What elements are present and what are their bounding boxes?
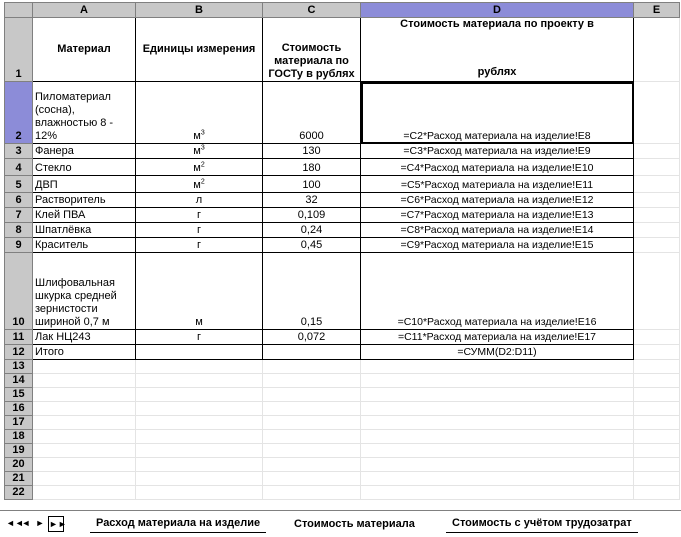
cell-e10[interactable] bbox=[634, 253, 680, 330]
row-header[interactable]: 18 bbox=[5, 430, 33, 444]
cell-d7[interactable]: =C7*Расход материала на изделие!E13 bbox=[361, 208, 634, 223]
cell-a10[interactable]: Шлифовальная шкурка средней зернистости шириной 0,7 м bbox=[33, 253, 136, 330]
cell-b10[interactable]: м bbox=[136, 253, 263, 330]
cell-c7[interactable]: 0,109 bbox=[263, 208, 361, 223]
cell-d9[interactable]: =C9*Расход материала на изделие!E15 bbox=[361, 238, 634, 253]
sheet-nav-buttons bbox=[6, 516, 67, 532]
cell-e8[interactable] bbox=[634, 223, 680, 238]
cell-e7[interactable] bbox=[634, 208, 680, 223]
cell-c6[interactable]: 32 bbox=[263, 193, 361, 208]
table-row bbox=[5, 176, 680, 193]
empty-cell[interactable] bbox=[136, 486, 263, 500]
empty-cell[interactable] bbox=[33, 388, 136, 402]
cell-d4[interactable]: =C4*Расход материала на изделие!E10 bbox=[361, 159, 634, 176]
empty-cell[interactable] bbox=[33, 374, 136, 388]
cell-c1[interactable]: Стоимость материала по ГОСТу в рублях bbox=[263, 18, 361, 82]
empty-cell[interactable] bbox=[361, 444, 634, 458]
cell-b3[interactable] bbox=[136, 144, 263, 159]
cell-c3[interactable]: 130 bbox=[263, 144, 361, 159]
empty-cell[interactable] bbox=[634, 374, 680, 388]
row-header[interactable]: 16 bbox=[5, 402, 33, 416]
cell-a9[interactable]: Краситель bbox=[33, 238, 136, 253]
empty-cell[interactable] bbox=[634, 444, 680, 458]
cell-d5[interactable]: =C5*Расход материала на изделие!E11 bbox=[361, 176, 634, 193]
cell-a5[interactable]: ДВП bbox=[33, 176, 136, 193]
cell-c11[interactable]: 0,072 bbox=[263, 330, 361, 345]
empty-cell[interactable] bbox=[634, 486, 680, 500]
cell-c5[interactable]: 100 bbox=[263, 176, 361, 193]
unit-text: м bbox=[193, 162, 201, 174]
empty-cell[interactable] bbox=[361, 374, 634, 388]
cell-d1[interactable] bbox=[361, 18, 634, 82]
empty-cell[interactable] bbox=[634, 416, 680, 430]
empty-cell[interactable] bbox=[263, 486, 361, 500]
row-header[interactable]: 9 bbox=[5, 238, 33, 253]
empty-cell[interactable] bbox=[33, 360, 136, 374]
empty-cell[interactable] bbox=[634, 430, 680, 444]
column-header-e[interactable]: E bbox=[634, 3, 680, 18]
column-header-b[interactable]: B bbox=[136, 3, 263, 18]
cell-e1[interactable] bbox=[634, 18, 680, 82]
empty-cell[interactable] bbox=[263, 416, 361, 430]
cell-d10[interactable]: =C10*Расход материала на изделие!E16 bbox=[361, 253, 634, 330]
cell-c8[interactable]: 0,24 bbox=[263, 223, 361, 238]
cell-b11[interactable]: г bbox=[136, 330, 263, 345]
cell-b5[interactable] bbox=[136, 176, 263, 193]
column-header-d[interactable]: D bbox=[361, 3, 634, 18]
unit-superscript: 3 bbox=[200, 144, 205, 152]
empty-cell[interactable] bbox=[263, 360, 361, 374]
table-row bbox=[5, 253, 680, 330]
cell-c12[interactable] bbox=[263, 345, 361, 360]
cell-c2[interactable]: 6000 bbox=[263, 82, 361, 144]
empty-cell[interactable] bbox=[136, 472, 263, 486]
table-row bbox=[5, 430, 680, 444]
empty-cell[interactable] bbox=[33, 458, 136, 472]
empty-cell[interactable] bbox=[263, 374, 361, 388]
row-header[interactable]: 3 bbox=[5, 144, 33, 159]
empty-cell[interactable] bbox=[33, 444, 136, 458]
cell-b9[interactable]: г bbox=[136, 238, 263, 253]
d1-bottom-text: рублях bbox=[477, 66, 517, 78]
d1-top-text: Стоимость материала по проекту в bbox=[400, 18, 594, 30]
row-header[interactable]: 7 bbox=[5, 208, 33, 223]
table-row bbox=[5, 374, 680, 388]
empty-cell[interactable] bbox=[361, 416, 634, 430]
table-row bbox=[5, 208, 680, 223]
empty-cell[interactable] bbox=[361, 486, 634, 500]
table-row bbox=[5, 486, 680, 500]
table-row bbox=[5, 238, 680, 253]
row-header[interactable]: 8 bbox=[5, 223, 33, 238]
row-header[interactable]: 12 bbox=[5, 345, 33, 360]
empty-cell[interactable] bbox=[136, 430, 263, 444]
table-row bbox=[5, 458, 680, 472]
row-header[interactable]: 17 bbox=[5, 416, 33, 430]
cell-a7[interactable]: Клей ПВА bbox=[33, 208, 136, 223]
table-row bbox=[5, 416, 680, 430]
table-row bbox=[5, 360, 680, 374]
prev-sheet-icon[interactable]: ◄ bbox=[21, 518, 31, 528]
cell-e12[interactable] bbox=[634, 345, 680, 360]
cell-b4[interactable] bbox=[136, 159, 263, 176]
cell-e4[interactable] bbox=[634, 159, 680, 176]
empty-cell[interactable] bbox=[634, 402, 680, 416]
tab-material-cost[interactable] bbox=[288, 514, 421, 533]
row-header[interactable]: 6 bbox=[5, 193, 33, 208]
empty-cell[interactable] bbox=[263, 388, 361, 402]
row-header[interactable]: 19 bbox=[5, 444, 33, 458]
empty-cell[interactable] bbox=[634, 388, 680, 402]
table-row bbox=[5, 144, 680, 159]
empty-cell[interactable] bbox=[263, 444, 361, 458]
tab-cost-with-labor[interactable] bbox=[446, 514, 638, 533]
cell-d6[interactable]: =C6*Расход материала на изделие!E12 bbox=[361, 193, 634, 208]
empty-cell[interactable] bbox=[136, 416, 263, 430]
empty-cell[interactable] bbox=[136, 458, 263, 472]
cell-d3[interactable]: =C3*Расход материала на изделие!E9 bbox=[361, 144, 634, 159]
next-sheet-icon[interactable]: ► bbox=[35, 518, 45, 528]
empty-cell[interactable] bbox=[361, 458, 634, 472]
row-header[interactable]: 10 bbox=[5, 253, 33, 330]
cell-d11[interactable]: =C11*Расход материала на изделие!E17 bbox=[361, 330, 634, 345]
row-header[interactable]: 11 bbox=[5, 330, 33, 345]
cell-c10[interactable]: 0,15 bbox=[263, 253, 361, 330]
table-row bbox=[5, 18, 680, 82]
empty-cell[interactable] bbox=[33, 416, 136, 430]
cell-d12[interactable]: =СУММ(D2:D11) bbox=[361, 345, 634, 360]
row-header[interactable]: 21 bbox=[5, 472, 33, 486]
empty-cell[interactable] bbox=[33, 472, 136, 486]
cell-c9[interactable]: 0,45 bbox=[263, 238, 361, 253]
table-row bbox=[5, 345, 680, 360]
empty-cell[interactable] bbox=[263, 430, 361, 444]
first-sheet-icon[interactable]: ◄◄ bbox=[6, 518, 24, 528]
table-row bbox=[5, 193, 680, 208]
cell-table[interactable] bbox=[4, 2, 680, 500]
last-sheet-icon[interactable]: ►► bbox=[48, 516, 64, 532]
cell-d8[interactable]: =C8*Расход материала на изделие!E14 bbox=[361, 223, 634, 238]
empty-cell[interactable] bbox=[263, 472, 361, 486]
column-header-row bbox=[5, 3, 680, 18]
empty-cell[interactable] bbox=[361, 430, 634, 444]
row-header[interactable]: 5 bbox=[5, 176, 33, 193]
empty-cell[interactable] bbox=[263, 402, 361, 416]
unit-superscript: 3 bbox=[200, 129, 205, 137]
row-header[interactable]: 20 bbox=[5, 458, 33, 472]
select-all-corner[interactable] bbox=[5, 3, 33, 18]
empty-cell[interactable] bbox=[33, 486, 136, 500]
empty-cell[interactable] bbox=[136, 374, 263, 388]
unit-superscript: 2 bbox=[200, 161, 205, 169]
cell-e11[interactable] bbox=[634, 330, 680, 345]
table-row bbox=[5, 159, 680, 176]
cell-b1[interactable]: Единицы измерения bbox=[136, 18, 263, 82]
empty-cell[interactable] bbox=[136, 388, 263, 402]
cell-a4[interactable]: Стекло bbox=[33, 159, 136, 176]
empty-cell[interactable] bbox=[634, 472, 680, 486]
row-header[interactable]: 4 bbox=[5, 159, 33, 176]
unit-text: м bbox=[193, 145, 201, 157]
cell-a3[interactable]: Фанера bbox=[33, 144, 136, 159]
column-header-a[interactable]: A bbox=[33, 3, 136, 18]
tab-label: Расход материала на изделие bbox=[96, 517, 261, 529]
empty-cell[interactable] bbox=[263, 458, 361, 472]
empty-cell[interactable] bbox=[634, 458, 680, 472]
table-row bbox=[5, 388, 680, 402]
cell-d2-active[interactable]: =C2*Расход материала на изделие!E8 bbox=[361, 82, 634, 144]
unit-superscript: 2 bbox=[200, 178, 205, 186]
empty-cell[interactable] bbox=[634, 360, 680, 374]
cell-b7[interactable]: г bbox=[136, 208, 263, 223]
cell-e9[interactable] bbox=[634, 238, 680, 253]
table-row bbox=[5, 223, 680, 238]
table-row bbox=[5, 402, 680, 416]
empty-cell[interactable] bbox=[361, 402, 634, 416]
table-row bbox=[5, 472, 680, 486]
empty-cell[interactable] bbox=[361, 360, 634, 374]
empty-cell[interactable] bbox=[33, 402, 136, 416]
unit-text: м bbox=[193, 179, 201, 191]
empty-cell[interactable] bbox=[136, 360, 263, 374]
cell-e3[interactable] bbox=[634, 144, 680, 159]
row-header[interactable]: 1 bbox=[5, 18, 33, 82]
empty-cell[interactable] bbox=[361, 472, 634, 486]
tab-label: Стоимость с учётом трудозатрат bbox=[452, 517, 632, 529]
row-header[interactable]: 2 bbox=[5, 82, 33, 144]
tab-label: Стоимость материала bbox=[294, 518, 415, 530]
row-header[interactable]: 15 bbox=[5, 388, 33, 402]
table-row bbox=[5, 444, 680, 458]
cell-a2[interactable]: Пиломатериал (сосна), влажностью 8 - 12% bbox=[33, 82, 136, 144]
empty-cell[interactable] bbox=[33, 430, 136, 444]
tab-material-usage[interactable] bbox=[90, 514, 266, 533]
sheet-tab-bar bbox=[0, 510, 681, 537]
cell-b12[interactable] bbox=[136, 345, 263, 360]
column-header-c[interactable]: C bbox=[263, 3, 361, 18]
empty-cell[interactable] bbox=[136, 402, 263, 416]
cell-e2[interactable] bbox=[634, 82, 680, 144]
cell-a11[interactable]: Лак НЦ243 bbox=[33, 330, 136, 345]
empty-cell[interactable] bbox=[361, 388, 634, 402]
cell-a12[interactable]: Итого bbox=[33, 345, 136, 360]
table-row bbox=[5, 330, 680, 345]
unit-text: м bbox=[193, 130, 201, 142]
cell-a6[interactable]: Растворитель bbox=[33, 193, 136, 208]
cell-b2[interactable] bbox=[136, 82, 263, 144]
row-header[interactable]: 13 bbox=[5, 360, 33, 374]
cell-c4[interactable]: 180 bbox=[263, 159, 361, 176]
cell-e6[interactable] bbox=[634, 193, 680, 208]
cell-a8[interactable]: Шпатлёвка bbox=[33, 223, 136, 238]
cell-b6[interactable]: л bbox=[136, 193, 263, 208]
row-header[interactable]: 14 bbox=[5, 374, 33, 388]
cell-e5[interactable] bbox=[634, 176, 680, 193]
empty-cell[interactable] bbox=[136, 444, 263, 458]
table-row bbox=[5, 82, 680, 144]
row-header[interactable]: 22 bbox=[5, 486, 33, 500]
cell-a1[interactable]: Материал bbox=[33, 18, 136, 82]
cell-b8[interactable]: г bbox=[136, 223, 263, 238]
